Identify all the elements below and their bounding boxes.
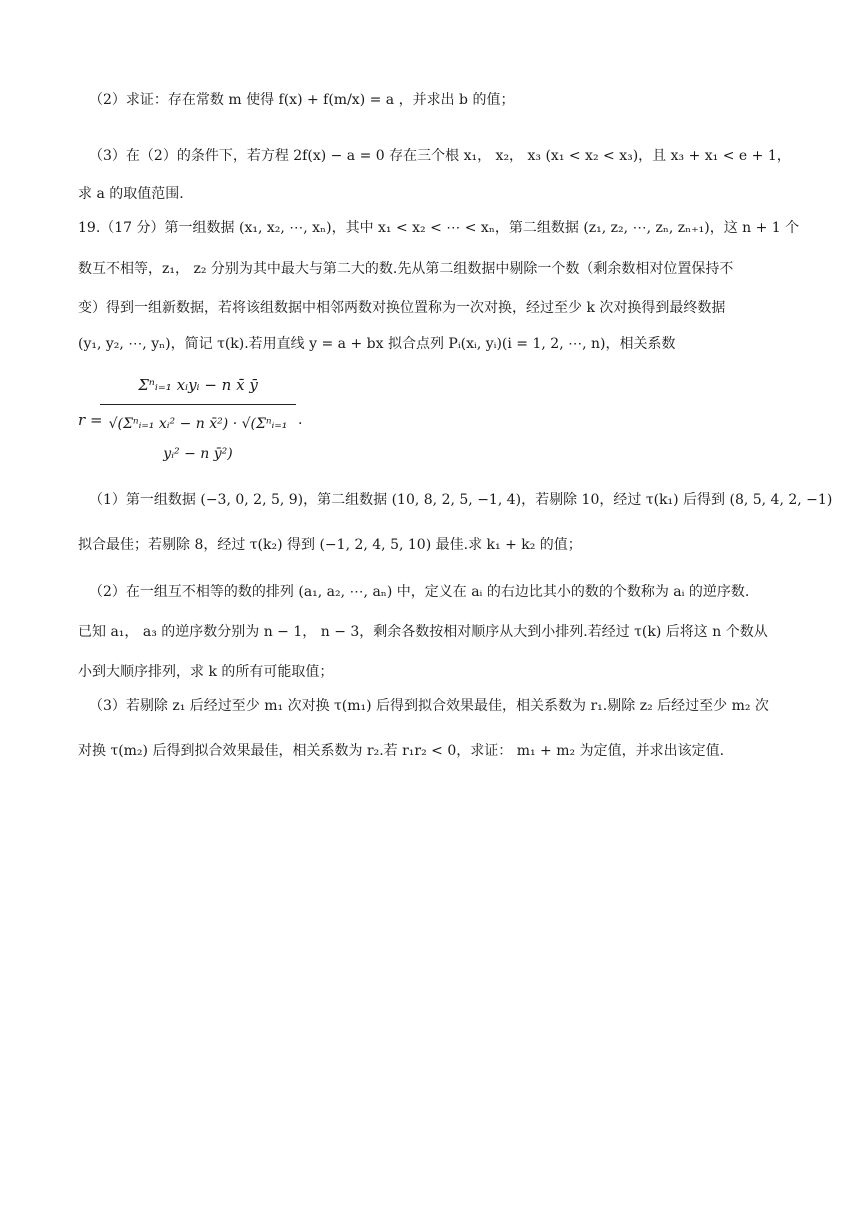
problem-19-line: 19.（17 分）第一组数据 (x₁, x₂, ⋯, xₙ)，其中 x₁ < x₂ < ⋯ < xₙ，第二组数据 (z₁, z₂, ⋯, zₙ, zₙ₊₁)，这 n + 1 个 [78,220,800,236]
formula-denominator: √(Σⁿᵢ₌₁ xᵢ² − n x̄²) · √(Σⁿᵢ₌₁ yᵢ² − n ȳ²) [108,416,288,462]
sub2-line-2: 已知 a₁， a₃ 的逆序数分别为 n − 1， n − 3，剩余各数按相对顺序从大到小排列.若经过 τ(k) 后将这 n 个数从 [78,624,768,640]
sub2-line: （2）在一组互不相等的数的排列 (a₁, a₂, ⋯, aₙ) 中，定义在 aᵢ 的右边比其小的数的个数称为 aᵢ 的逆序数. [89,584,750,600]
correlation-formula [100,370,296,462]
sub3-line-2: 对换 τ(m₂) 后得到拟合效果最佳，相关系数为 r₂.若 r₁r₂ < 0，求证： m₁ + m₂ 为定值，并求出该定值. [78,743,725,759]
formula-end: . [298,412,303,428]
problem-19-line-2: 数互不相等，z₁， z₂ 分别为其中最大与第二大的数.先从第二组数据中剔除一个数（剩余数相对位置保持不 [78,261,734,277]
problem-19-line-4: (y₁, y₂, ⋯, yₙ)，简记 τ(k).若用直线 y = a + bx 拟合点列 Pᵢ(xᵢ, yᵢ)(i = 1, 2, ⋯, n)，相关系数 [78,336,676,352]
formula-numerator: Σⁿᵢ₌₁ xᵢyᵢ − n x̄ ȳ [138,376,258,394]
sub2-line-3: 小到大顺序排列，求 k 的所有可能取值； [78,664,334,680]
q3-line-cont: 求 a 的取值范围. [78,186,184,202]
q3-line: （3）在（2）的条件下，若方程 2f(x) − a = 0 存在三个根 x₁， x₂， x₃ (x₁ < x₂ < x₃)，且 x₃ + x₁ < e + 1， [89,148,791,164]
sub1-line: （1）第一组数据 (−3, 0, 2, 5, 9)，第二组数据 (10, 8, 2, 5, −1, 4)，若剔除 10，经过 τ(k₁) 后得到 (8, 5, 4, 2, −1) [89,492,833,508]
sub3-line: （3）若剔除 z₁ 后经过至少 m₁ 次对换 τ(m₁) 后得到拟合效果最佳，相关系数为 r₁.剔除 z₂ 后经过至少 m₂ 次 [89,698,769,714]
q2-prove-line: （2）求证：存在常数 m 使得 f(x) + f(m/x) = a ，并求出 b 的值； [89,92,515,108]
sub1-line-2: 拟合最佳；若剔除 8，经过 τ(k₂) 得到 (−1, 2, 4, 5, 10) 最佳.求 k₁ + k₂ 的值； [78,537,582,553]
fraction-bar [100,404,296,405]
formula-lhs: r = [78,411,103,429]
problem-19-line-3: 变）得到一组新数据，若将该组数据中相邻两数对换位置称为一次对换，经过至少 k 次对换得到最终数据 [78,300,726,316]
